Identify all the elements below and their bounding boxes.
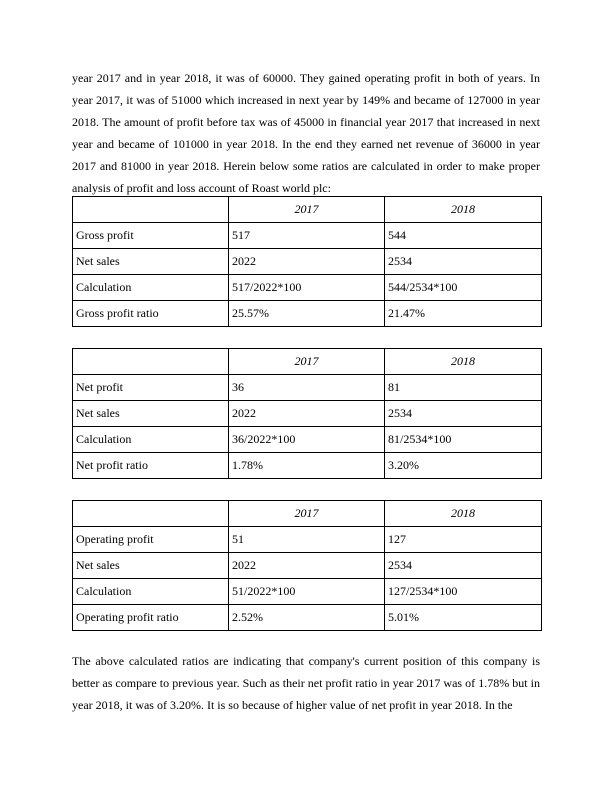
value-2018: 544: [385, 223, 542, 249]
header-year-2017: 2017: [229, 501, 385, 527]
value-2017: 36: [229, 375, 385, 401]
header-blank-cell: [73, 349, 229, 375]
value-2018: 21.47%: [385, 301, 542, 327]
row-label: Net sales: [73, 401, 229, 427]
value-2017: 1.78%: [229, 453, 385, 479]
header-year-2017: 2017: [229, 349, 385, 375]
row-label: Calculation: [73, 427, 229, 453]
value-2017: 2.52%: [229, 605, 385, 631]
value-2017: 517: [229, 223, 385, 249]
table-row: [73, 301, 542, 327]
table-row: [73, 249, 542, 275]
net-profit-ratio-table: [72, 348, 542, 479]
value-2017: 51: [229, 527, 385, 553]
table-row: [73, 275, 542, 301]
table-header-row: [73, 197, 542, 223]
row-label: Net profit: [73, 375, 229, 401]
value-2017: 2022: [229, 249, 385, 275]
table-row: [73, 453, 542, 479]
value-2017: 51/2022*100: [229, 579, 385, 605]
header-year-2018: 2018: [385, 349, 542, 375]
table-row: [73, 527, 542, 553]
intro-paragraph: year 2017 and in year 2018, it was of 60000. They gained operating profit in both of years. In year 2017, it was of 51000 which increased in next year by 149% and became of 127000 in year 2018. The amount of profit before tax was of 45000 in financial year 2017 that increased in next year and became of 101000 in year 2018. In the end they earned net revenue of 36000 in year 2017 and 81000 in year 2018. Herein below some ratios are calculated in order to make proper analysis of profit and loss account of Roast world plc:: [72, 71, 540, 195]
value-2017: 2022: [229, 553, 385, 579]
row-label: Calculation: [73, 275, 229, 301]
table-row: [73, 375, 542, 401]
value-2018: 2534: [385, 401, 542, 427]
value-2018: 2534: [385, 553, 542, 579]
table-row: [73, 605, 542, 631]
gross-profit-ratio-table: [72, 196, 542, 327]
header-year-2018: 2018: [385, 197, 542, 223]
table-row: [73, 223, 542, 249]
row-label: Operating profit ratio: [73, 605, 229, 631]
value-2018: 81/2534*100: [385, 427, 542, 453]
header-blank-cell: [73, 501, 229, 527]
table-row: [73, 427, 542, 453]
value-2017: 25.57%: [229, 301, 385, 327]
table-row: [73, 401, 542, 427]
table-header-row: [73, 501, 542, 527]
table-row: [73, 553, 542, 579]
row-label: Calculation: [73, 579, 229, 605]
row-label: Net sales: [73, 249, 229, 275]
value-2018: 127/2534*100: [385, 579, 542, 605]
operating-profit-ratio-table: [72, 500, 542, 631]
value-2018: 3.20%: [385, 453, 542, 479]
value-2018: 544/2534*100: [385, 275, 542, 301]
row-label: Net sales: [73, 553, 229, 579]
header-year-2017: 2017: [229, 197, 385, 223]
value-2018: 2534: [385, 249, 542, 275]
row-label: Gross profit ratio: [73, 301, 229, 327]
value-2018: 127: [385, 527, 542, 553]
row-label: Net profit ratio: [73, 453, 229, 479]
header-blank-cell: [73, 197, 229, 223]
value-2017: 36/2022*100: [229, 427, 385, 453]
value-2018: 5.01%: [385, 605, 542, 631]
header-year-2018: 2018: [385, 501, 542, 527]
value-2018: 81: [385, 375, 542, 401]
value-2017: 2022: [229, 401, 385, 427]
closing-paragraph: The above calculated ratios are indicating that company's current position of this company is better as compare to previous year. Such as their net profit ratio in year 2017 was of 1.78% but in year 2018, it was of 3.20%. It is so because of higher value of net profit in year 2018. In the: [72, 654, 540, 712]
table-header-row: [73, 349, 542, 375]
row-label: Operating profit: [73, 527, 229, 553]
table-row: [73, 579, 542, 605]
value-2017: 517/2022*100: [229, 275, 385, 301]
row-label: Gross profit: [73, 223, 229, 249]
